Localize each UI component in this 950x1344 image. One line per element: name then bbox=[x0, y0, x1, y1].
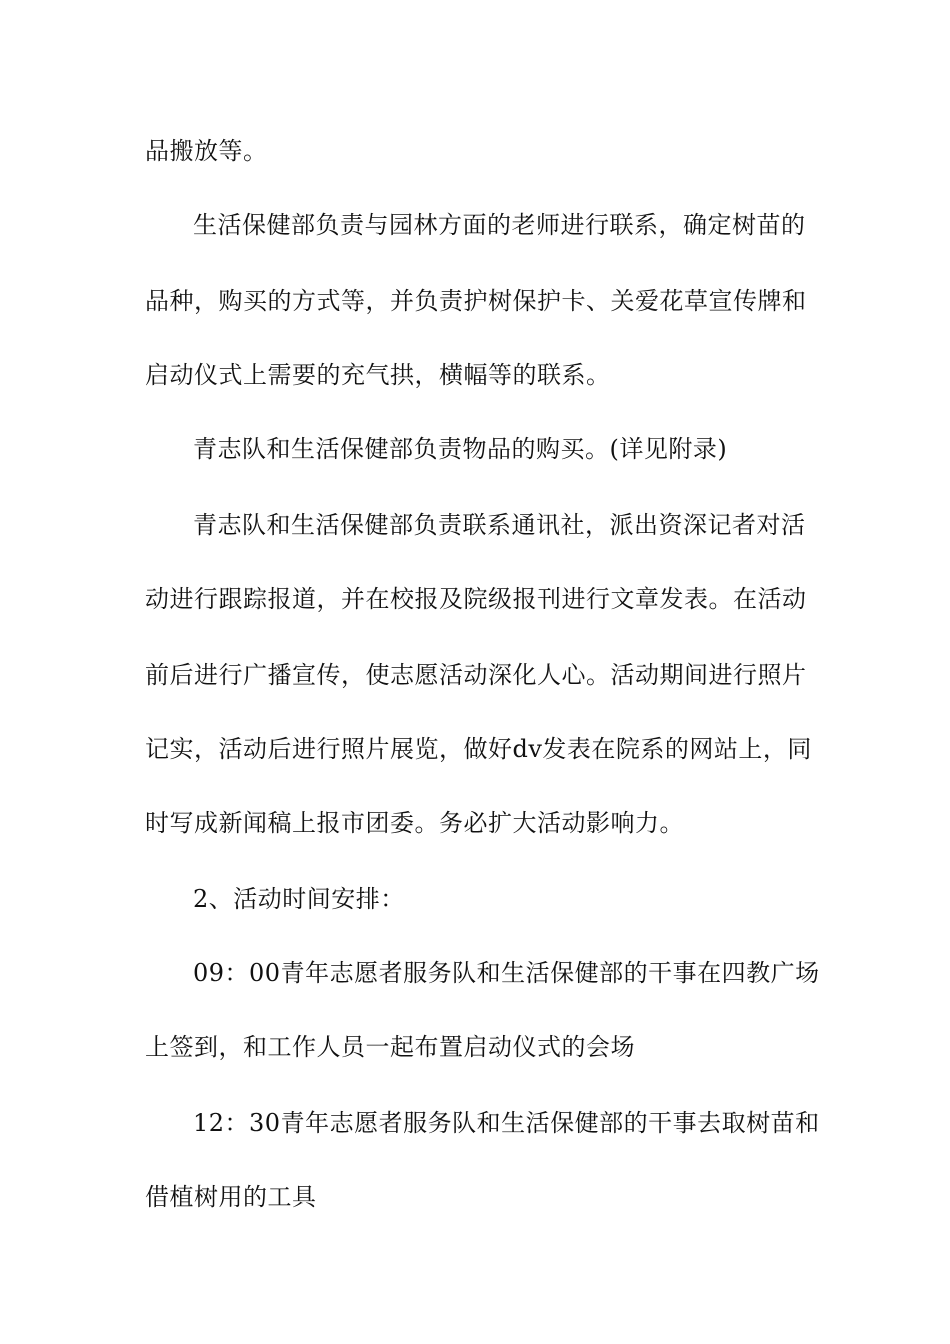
text-line: 09：00青年志愿者服务队和生活保健部的干事在四教广场 bbox=[193, 959, 820, 987]
text-line: 品种，购买的方式等，并负责护树保护卡、关爱花草宣传牌和 bbox=[145, 287, 807, 315]
text-line: 品搬放等。 bbox=[145, 137, 268, 165]
section-heading: 2、活动时间安排： bbox=[193, 885, 405, 913]
text-line: 青志队和生活保健部负责联系通讯社，派出资深记者对活 bbox=[193, 511, 806, 539]
text-line: 动进行跟踪报道，并在校报及院级报刊进行文章发表。在活动 bbox=[145, 585, 807, 613]
text-line: 青志队和生活保健部负责物品的购买。(详见附录) bbox=[193, 435, 728, 463]
text-line: 借植树用的工具 bbox=[145, 1183, 317, 1211]
text-line: 前后进行广播宣传，使志愿活动深化人心。活动期间进行照片 bbox=[145, 661, 807, 689]
text-line: 记实，活动后进行照片展览，做好dv发表在院系的网站上，同 bbox=[145, 735, 812, 763]
text-line: 时写成新闻稿上报市团委。务必扩大活动影响力。 bbox=[145, 809, 684, 837]
text-line: 生活保健部负责与园林方面的老师进行联系，确定树苗的 bbox=[193, 211, 806, 239]
text-line: 上签到，和工作人员一起布置启动仪式的会场 bbox=[145, 1033, 635, 1061]
text-line: 启动仪式上需要的充气拱，横幅等的联系。 bbox=[145, 361, 611, 389]
text-line: 12：30青年志愿者服务队和生活保健部的干事去取树苗和 bbox=[193, 1109, 820, 1137]
